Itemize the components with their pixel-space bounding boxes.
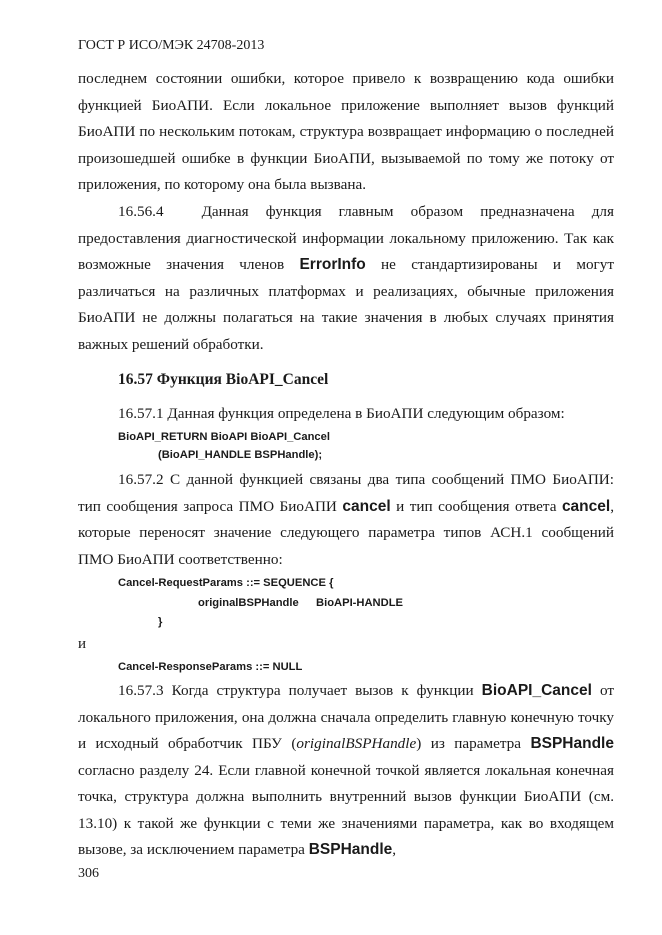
clause-number: 16.56.4 [118,203,164,220]
text: не стандартизированы и могут различаться на различных платформах и реализациях, обычные приложения БиоАПИ не должны полагаться на такие значения в любых случаях принятия важных решений обработки. [78,256,615,353]
code-signature-line1: BioAPI_RETURN BioAPI BioAPI_Cancel [118,431,330,443]
text: 16.57.1 Данная функция определена в БиоАПИ следующим образом: [118,405,565,422]
text: 16.57.3 Когда структура получает вызов к функции [118,682,482,699]
code-response: Cancel-ResponseParams ::= NULL [118,661,303,673]
paragraph-16-57-1 [78,401,614,428]
paragraph-16-56-4 [78,199,614,358]
code-request-field: originalBSPHandle [198,597,299,609]
paragraph-16-57-2 [78,467,614,573]
text: , [392,841,397,858]
term-bsphandle: BSPHandle [308,841,393,858]
code-request-type: BioAPI-HANDLE [316,597,404,609]
code-signature-line2: (BioAPI_HANDLE BSPHandle); [158,449,323,461]
text: , которые переносят значение следующего параметра типов АСН.1 сообщений ПМО БиоАПИ соответственно: [78,497,614,568]
code-request-close: } [158,616,163,628]
text: ) из параметра [416,735,531,752]
code-request-line1: Cancel-RequestParams ::= SEQUENCE { [118,577,334,589]
term-bioapi-cancel: BioAPI_Cancel [481,682,592,699]
paragraph-16-57-3 [78,678,614,864]
text: согласно разделу 24. Если главной конечной точкой является локальная конечная точка, структура должна выполнить внутренний вызов функции БиоАПИ (см. 13.10) к такой же функции с теми же значениями параметра, как во входящем вызове, за исключением параметра [78,761,614,858]
section-heading: 16.57 Функция BioAPI_Cancel [118,371,329,388]
paragraph-error-continuation: последнем состоянии ошибки, которое привело к возвращению кода ошибки функцией БиоАПИ. Если локальное приложение выполняет вызов функций БиоАПИ по нескольким потокам, структура возвращает информацию о последней произошедшей ошибке в функции БиоАПИ, вызываемой по тому же потоку от приложения, по которому она была вызвана. [78,70,614,193]
text: 16.57.2 С данной функцией связаны два типа сообщений ПМО БиоАПИ: тип сообщения запроса ПМО БиоАПИ [78,471,614,515]
text: от локального приложения, она должна сначала определить главную конечную точку и исходный обработчик ПБУ ( [78,682,615,752]
page-header: ГОСТ Р ИСО/МЭК 24708-2013 [78,38,265,53]
term-cancel-response: cancel [561,497,611,515]
conjunction-and: и [78,636,87,652]
term-bsphandle: BSPHandle [530,735,614,752]
text: Данная функция главным образом предназначена для предоставления диагностической информации локальному приложению. Так как возможные значения членов [78,203,614,273]
text: и тип сообщения ответа [390,497,562,515]
term-errorinfo: ErrorInfo [299,256,366,273]
term-original-bsp-handle: originalBSPHandle [296,735,417,752]
term-cancel-request: cancel [342,497,391,515]
page-number: 306 [78,866,99,881]
